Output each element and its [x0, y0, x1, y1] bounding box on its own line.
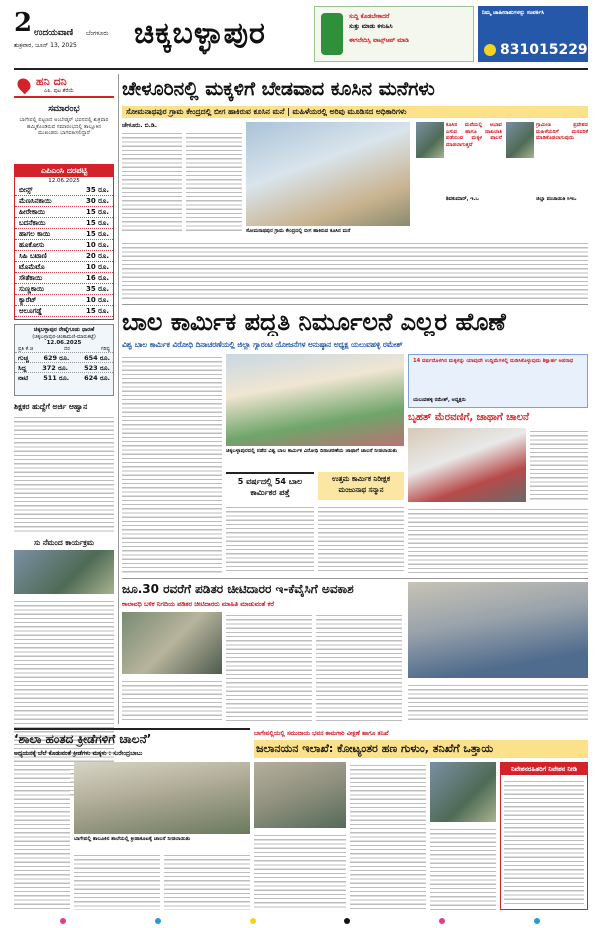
- silk-list: [15, 352, 113, 382]
- silk-col-label: ಗರಿಷ್ಟ: [100, 346, 110, 352]
- story3-headline: ಜೂ.30 ರವರೆಗೆ ಪಡಿತರ ಚೀಟಿದಾರರ ಇ-ಕೆವೈಸಿಗೆ ಅವಕಾಶ: [122, 582, 354, 596]
- story3-photo: [122, 612, 222, 674]
- quote1-author: ಶಿವಕುಮಾರ್, ಇ.ಒ: [446, 196, 479, 202]
- drop-icon: [15, 76, 33, 94]
- stat-box1-body: [226, 504, 314, 574]
- brand-badge: [14, 74, 114, 98]
- brief-title: ಶಿಕ್ಷಕರ ಹುದ್ದೆಗೆ ಅರ್ಜಿ ಆಹ್ವಾನ: [14, 402, 88, 411]
- story3-side-body: [408, 682, 588, 722]
- story3-col3: [316, 612, 402, 722]
- rate-row: [15, 229, 113, 240]
- story5-headline: ಜಲಾನಯನ ಇಲಾಖೆ: ಕೋಟ್ಯಂತರ ಹಣ ಗುಳುಂ, ತನಿಖೆಗೆ ಒತ್ತಾಯ: [254, 740, 588, 758]
- masthead-ad-whatsapp: [314, 6, 474, 62]
- paper-name: ಉದಯವಾಣಿ: [34, 28, 74, 38]
- story2-photo: [226, 354, 404, 446]
- silk-cell: 654 ರೂ.: [84, 354, 110, 362]
- silk-col-label: ದರ: [64, 346, 70, 352]
- story1-body: [122, 240, 588, 302]
- rate-item-name: ಹೀರೇಕಾಯಿ: [19, 208, 45, 216]
- story1-byline: ಚೇಳೂರು. ಬಿ.ಡಿ.: [122, 122, 157, 129]
- brief-body: [14, 414, 114, 534]
- silk-row: [15, 352, 113, 362]
- rate-box: [14, 164, 114, 320]
- stat-box1-title: 5 ವರ್ಷದಲ್ಲಿ 54 ಬಾಲ ಕಾರ್ಮಿಕರ ಪತ್ತೆ: [237, 477, 303, 497]
- silk-cell: ಸಿದ್ದ: [18, 364, 27, 372]
- rate-item-name: ಹಾಗಲ ಕಾಯಿ: [19, 230, 51, 238]
- quote-box-author: ಯಲುವಹಳ್ಳಿ ರಮೇಶ್, ಅಧ್ಯಕ್ಷರು: [413, 397, 466, 403]
- rate-row: [15, 262, 113, 273]
- section-title: ಚಿಕ್ಕಬಳ್ಳಾಪುರ: [134, 16, 266, 51]
- rally-headline: ಬೃಹತ್ ಮೆರವಣಿಗೆ, ಜಾಥಾಗೆ ಚಾಲನೆ: [408, 412, 530, 423]
- rate-row: [15, 251, 113, 262]
- rate-item-name: ಬದನೆಕಾಯಿ: [19, 219, 46, 227]
- story5-box-body: [504, 778, 584, 906]
- quote2-photo: [506, 122, 534, 158]
- rate-item-name: ಬೀನ್ಸ್: [19, 186, 33, 194]
- ad-line: ಸುತ್ತು ಮಾಡು ಕಳುಹಿಸಿ: [349, 23, 393, 30]
- rate-item-price: 15 ರೂ.: [85, 230, 109, 238]
- rate-item-price: 35 ರೂ.: [85, 285, 109, 293]
- registration-marks: [60, 918, 540, 924]
- rate-item-price: 30 ರೂ.: [85, 197, 109, 205]
- story2-photo-caption: ಚಿಕ್ಕಬಳ್ಳಾಪುರದಲ್ಲಿ ನಡೆದ ವಿಶ್ವ ಬಾಲ ಕಾರ್ಮಿಕ ವಿರೋಧಿ ದಿನಾಚರಣೆಯ ಜಾಥಾಗೆ ಚಾಲನೆ ನೀಡಲಾಯಿತು: [226, 448, 398, 454]
- ad-phone-number: 8310152292: [500, 42, 598, 58]
- silk-cell: 511 ರೂ.: [43, 374, 70, 382]
- rate-item-name: ಮೆಣಸಿನಕಾಯಿ: [19, 197, 52, 205]
- rate-item-price: 15 ರೂ.: [85, 208, 109, 216]
- story1-photo-caption: ಸೋಮನಾಥಪುರ ಗ್ರಾಮ ಕೇಂದ್ರದಲ್ಲಿ ಬೀಗ ಹಾಕಿರುವ ಕೂಸಿನ ಮನೆ: [246, 228, 351, 234]
- story5-kicker: ಬಾಗೇಪಲ್ಲಿಯಲ್ಲಿ ಸಮುದಾಯ ಭವನ ಕಾಮಗಾರಿ ವೀಕ್ಷಣೆ ಹಾಗೂ ತನಿಖೆ: [254, 730, 389, 737]
- story1-quote2: [506, 122, 588, 222]
- rally-photo: [408, 428, 526, 502]
- rally-side: [530, 428, 588, 502]
- story4-headline: ‘ಶಾಲಾ ಹಂತದ ಕ್ರೀಡೆಗಳಿಗೆ ಚಾಲನೆ’: [14, 732, 152, 746]
- rate-item-price: 20 ರೂ.: [85, 252, 109, 260]
- silk-date: 12.06.2025: [46, 340, 82, 346]
- edition-label: ಬೆಂಗಳೂರು: [86, 30, 109, 37]
- story3: [122, 578, 588, 726]
- story5-photo: [254, 762, 346, 828]
- story3-side-photo: [408, 582, 588, 678]
- rate-date: 12.06.2025: [48, 178, 80, 184]
- rate-item-price: 15 ರೂ.: [85, 307, 109, 315]
- masthead-ad-phone: [478, 6, 598, 62]
- quote2-author: ಜಿಲ್ಲಾ ಪಂಚಾಯಿತಿ ಸಿಇಒ: [536, 196, 577, 202]
- story3-col1: [122, 678, 222, 722]
- story5-box-title: ನಿವೇಶನರಹಿತರಿಗೆ ನಿವೇಶನ ನೀಡಿ: [501, 763, 587, 775]
- rate-row: [15, 295, 113, 306]
- story4-subhead: ಅಧ್ಯಯನಕ್ಕೆ ಬೆಲೆ ಕೊಡುವಂತೆ ಕ್ರೀಡೆಗಳು ಮಕ್ಕಳು : ಸುರೇಂದ್ರಬಾಬು: [14, 750, 143, 757]
- rate-row: [15, 185, 113, 196]
- stat-box2-title: ಉತ್ತಮ ಕಾರ್ಮಿಕ ನಿರೀಕ್ಷಕ ಮಂಜುನಾಥ ಸನ್ಮಾನ: [332, 475, 390, 494]
- story2-quote-box: [408, 354, 588, 408]
- rate-item-name: ಸೌತೆಕಾಯಿ: [19, 274, 43, 282]
- program-title: ಸಮಾರಂಭ: [48, 104, 80, 114]
- story2-subhead: ವಿಶ್ವ ಬಾಲ ಕಾರ್ಮಿಕ ವಿರೋಧಿ ದಿನಾಚರಣೆಯಲ್ಲಿ ಜಿಲ್ಲಾ ಗ್ಯಾರಂಟಿ ಯೋಜನೆಗಳ ಅನುಷ್ಠಾನ ಅಧ್ಯಕ್ಷ ಯಲುವಹಳ್ಳಿ ರಮೇಶ್: [122, 340, 403, 349]
- story5-col3: [430, 826, 496, 910]
- silk-title: ಚಿಕ್ಕಬಳ್ಳಾಪುರ ರೇಷ್ಮೆಗೂಡು ಧಾರಣೆ: [33, 327, 95, 333]
- rate-item-name: ಹೂಕೋಸು: [19, 241, 45, 249]
- brand-title: ಹನಿ ದನಿ: [36, 75, 67, 88]
- story5-col2: [350, 762, 426, 910]
- page-number: 2: [14, 8, 33, 38]
- story1-photo: [246, 122, 410, 226]
- silk-row: [15, 372, 113, 382]
- stat-box1: [226, 472, 314, 500]
- silk-subtitle: (ಚಿಕ್ಕಬಳ್ಳಾಪುರ-ಚಿಂತಾಮಣಿ-ಮಾರುಕಟ್ಟೆ): [32, 334, 96, 340]
- rate-item-name: ಟೊಮೆಟೊ: [19, 263, 45, 271]
- rate-item-price: 10 ರೂ.: [85, 263, 109, 271]
- story5-col1: [254, 832, 346, 910]
- quote-box-text: 14 ವರ್ಷದೊಳಗಿನ ಮಕ್ಕಳನ್ನು ಯಾವುದೇ ಉದ್ದಿಮೆಗಳಲ್ಲಿ ದುಡಿಸಿಕೊಳ್ಳುವುದು ಶಿಕ್ಷಾರ್ಹ ಅಪರಾಧ: [413, 358, 574, 364]
- story1-subhead: ಸೋಮನಾಥಪುರ ಗ್ರಾಮ ಕೇಂದ್ರದಲ್ಲಿ ಬೀಗ ಹಾಕಿರುವ ಕೂಸಿನ ಮನೆ | ಮಹಿಳೆಯರಲ್ಲಿ ಅರಿವು ಮೂಡಿಸದ ಅಧಿಕಾರಿಗಳು: [122, 106, 588, 118]
- rate-list: [15, 185, 113, 317]
- quote2-text: ಗ್ರಾಮೀಣ ಪ್ರದೇಶದ ಮಹಿಳೆಯರಿಗೆ ಮನವರಿಕೆ ಮಾಡಿಕೊಡಲಾಗುವುದು: [536, 122, 588, 142]
- silk-cell: 624 ರೂ.: [84, 374, 110, 382]
- sidebar-divider: [118, 74, 119, 724]
- rate-item-name: ಕ್ಯಾರೆಟ್: [19, 296, 37, 304]
- ad-line: ಸುದ್ದಿ ಕೊಡಬೇಕಾದರೆ: [349, 13, 390, 20]
- story4-col3: [164, 852, 250, 910]
- rate-item-name: ಸಿಹಿ ಬಟಾಣಿ: [19, 252, 47, 260]
- silk-box: [14, 324, 114, 396]
- rate-row: [15, 196, 113, 207]
- silk-cell: ಗುಚ್ಚ: [18, 354, 29, 362]
- silk-col-label: ಪ್ರತಿ ಕೆ.ಜಿ: [18, 346, 34, 352]
- program-text: ಬಾಗೇಪಲ್ಲಿ ಪಟ್ಟಣದ ಅಂಬೇಡ್ಕರ್ ಭವನದಲ್ಲಿ ಶುಕ್ರವಾರ ಹಮ್ಮಿಕೊಂಡಿರುವ ಸಮಾರಂಭದಲ್ಲಿ ತಾಲ್ಲೂಕಿನ ಮುಖಂಡರು ಭಾಗವಹಿಸಲಿದ್ದಾರೆ: [19, 117, 109, 137]
- quote1-text: ಕೂಸಿನ ಮನೆಯಲ್ಲಿ ಅಭಾವ ಎಸುವ ಹಾಗೂ ದಾಖಲಾತಿ ಪಡೆಯುವ ಮಕ್ಕಳ ಪಾಲನೆ ಮಾಡಲಾಗುತ್ತದೆ: [446, 122, 502, 148]
- brand-subtitle: ಎಪಿ. ಪುಟ ತೆರೆಯೆ: [44, 88, 74, 94]
- rate-row: [15, 218, 113, 229]
- rate-item-price: 16 ರೂ.: [85, 274, 109, 282]
- rate-item-name: ಸುಣ್ಣಕಾಯಿ: [19, 285, 45, 293]
- story3-rule: [122, 578, 588, 579]
- rally-body: [408, 506, 588, 574]
- story2: [122, 304, 588, 578]
- rate-row: [15, 240, 113, 251]
- story1-col1: [122, 130, 182, 234]
- phone-illustration: [321, 13, 343, 55]
- rate-title: ಎಪಿಎಂಸಿ ದರಪಟ್ಟಿ: [15, 165, 113, 177]
- date-line: ಶುಕ್ರವಾರ, ಜೂನ್ 13, 2025: [14, 42, 77, 49]
- brief2-title: ಸು ನೆಮಂದ ಕಾರ್ಯಕ್ರಮ: [33, 538, 95, 547]
- rate-item-name: ಆಲೂಗಡ್ಡೆ: [19, 307, 42, 315]
- silk-cell: ನಾಟಿ: [18, 374, 29, 382]
- story5: [254, 728, 588, 914]
- ad-line: ಈಗಲೇದಿಸ್ಸಿ ವಾಟ್ಸ್‌ಆಪ್ ಮಾಡಿ: [349, 37, 409, 44]
- silk-cell: 629 ರೂ.: [43, 354, 70, 362]
- story4-rule: [14, 728, 250, 730]
- masthead: [14, 6, 598, 70]
- quote1-photo: [416, 122, 444, 158]
- masthead-rule: [14, 68, 588, 70]
- rate-item-price: 15 ರೂ.: [85, 219, 109, 227]
- story3-subhead: ಕಾಲಾವಧಿ ಬಳಿಕ ನಿಗದಿಯ ಪಡಿತರ ಚೀಟಿದಾರರು ಮಾಹಿತಿ ಮಾಡುವಂತೆ ಕರೆ: [122, 600, 275, 608]
- story1-headline: ಚೇಳೂರಿನಲ್ಲಿ ಮಕ್ಕಳಿಗೆ ಬೇಡವಾದ ಕೂಸಿನ ಮನೆಗಳು: [122, 78, 435, 100]
- story1: [122, 74, 588, 314]
- rate-row: [15, 273, 113, 284]
- rate-item-price: 10 ರೂ.: [85, 296, 109, 304]
- story4-col1: [14, 762, 70, 910]
- story4-col2: [74, 852, 160, 910]
- story5-side-photo: [430, 762, 496, 822]
- story4: [14, 728, 250, 914]
- story1-col2: [186, 130, 242, 234]
- brief2-photo: [14, 550, 114, 594]
- rate-row: [15, 306, 113, 317]
- whatsapp-icon: [484, 44, 496, 56]
- rate-item-price: 35 ರೂ.: [85, 186, 109, 194]
- story3-col2: [226, 612, 312, 722]
- stat-box2: [318, 472, 404, 500]
- stat-box2-body: [318, 504, 404, 574]
- rate-row: [15, 284, 113, 295]
- silk-row: [15, 362, 113, 372]
- story2-col1: [122, 354, 222, 574]
- story4-photo: [74, 762, 250, 834]
- ad-line: ನಿಮ್ಮ ಜಾಹೀರಾತುಗಳನ್ನು ಸಂಪರ್ಕಿಸಿ: [482, 10, 545, 16]
- silk-cell: 523 ರೂ.: [84, 364, 110, 372]
- story2-headline: ಬಾಲ ಕಾರ್ಮಿಕ ಪದ್ಧತಿ ನಿರ್ಮೂಲನೆ ಎಲ್ಲರ ಹೊಣೆ: [122, 308, 506, 336]
- silk-cell: 372 ರೂ.: [42, 364, 69, 372]
- story1-quote1: [416, 122, 502, 222]
- story4-photo-caption: ಬಾಗೇಪಲ್ಲಿ ತಾಲೂಕಿನ ಶಾಲೆಯಲ್ಲಿ ಕ್ರೀಡಾಕೂಟಕ್ಕೆ ಚಾಲನೆ ನೀಡಲಾಯಿತು: [74, 836, 191, 842]
- rate-row: [15, 207, 113, 218]
- rate-item-price: 10 ರೂ.: [85, 241, 109, 249]
- story5-box: [500, 762, 588, 910]
